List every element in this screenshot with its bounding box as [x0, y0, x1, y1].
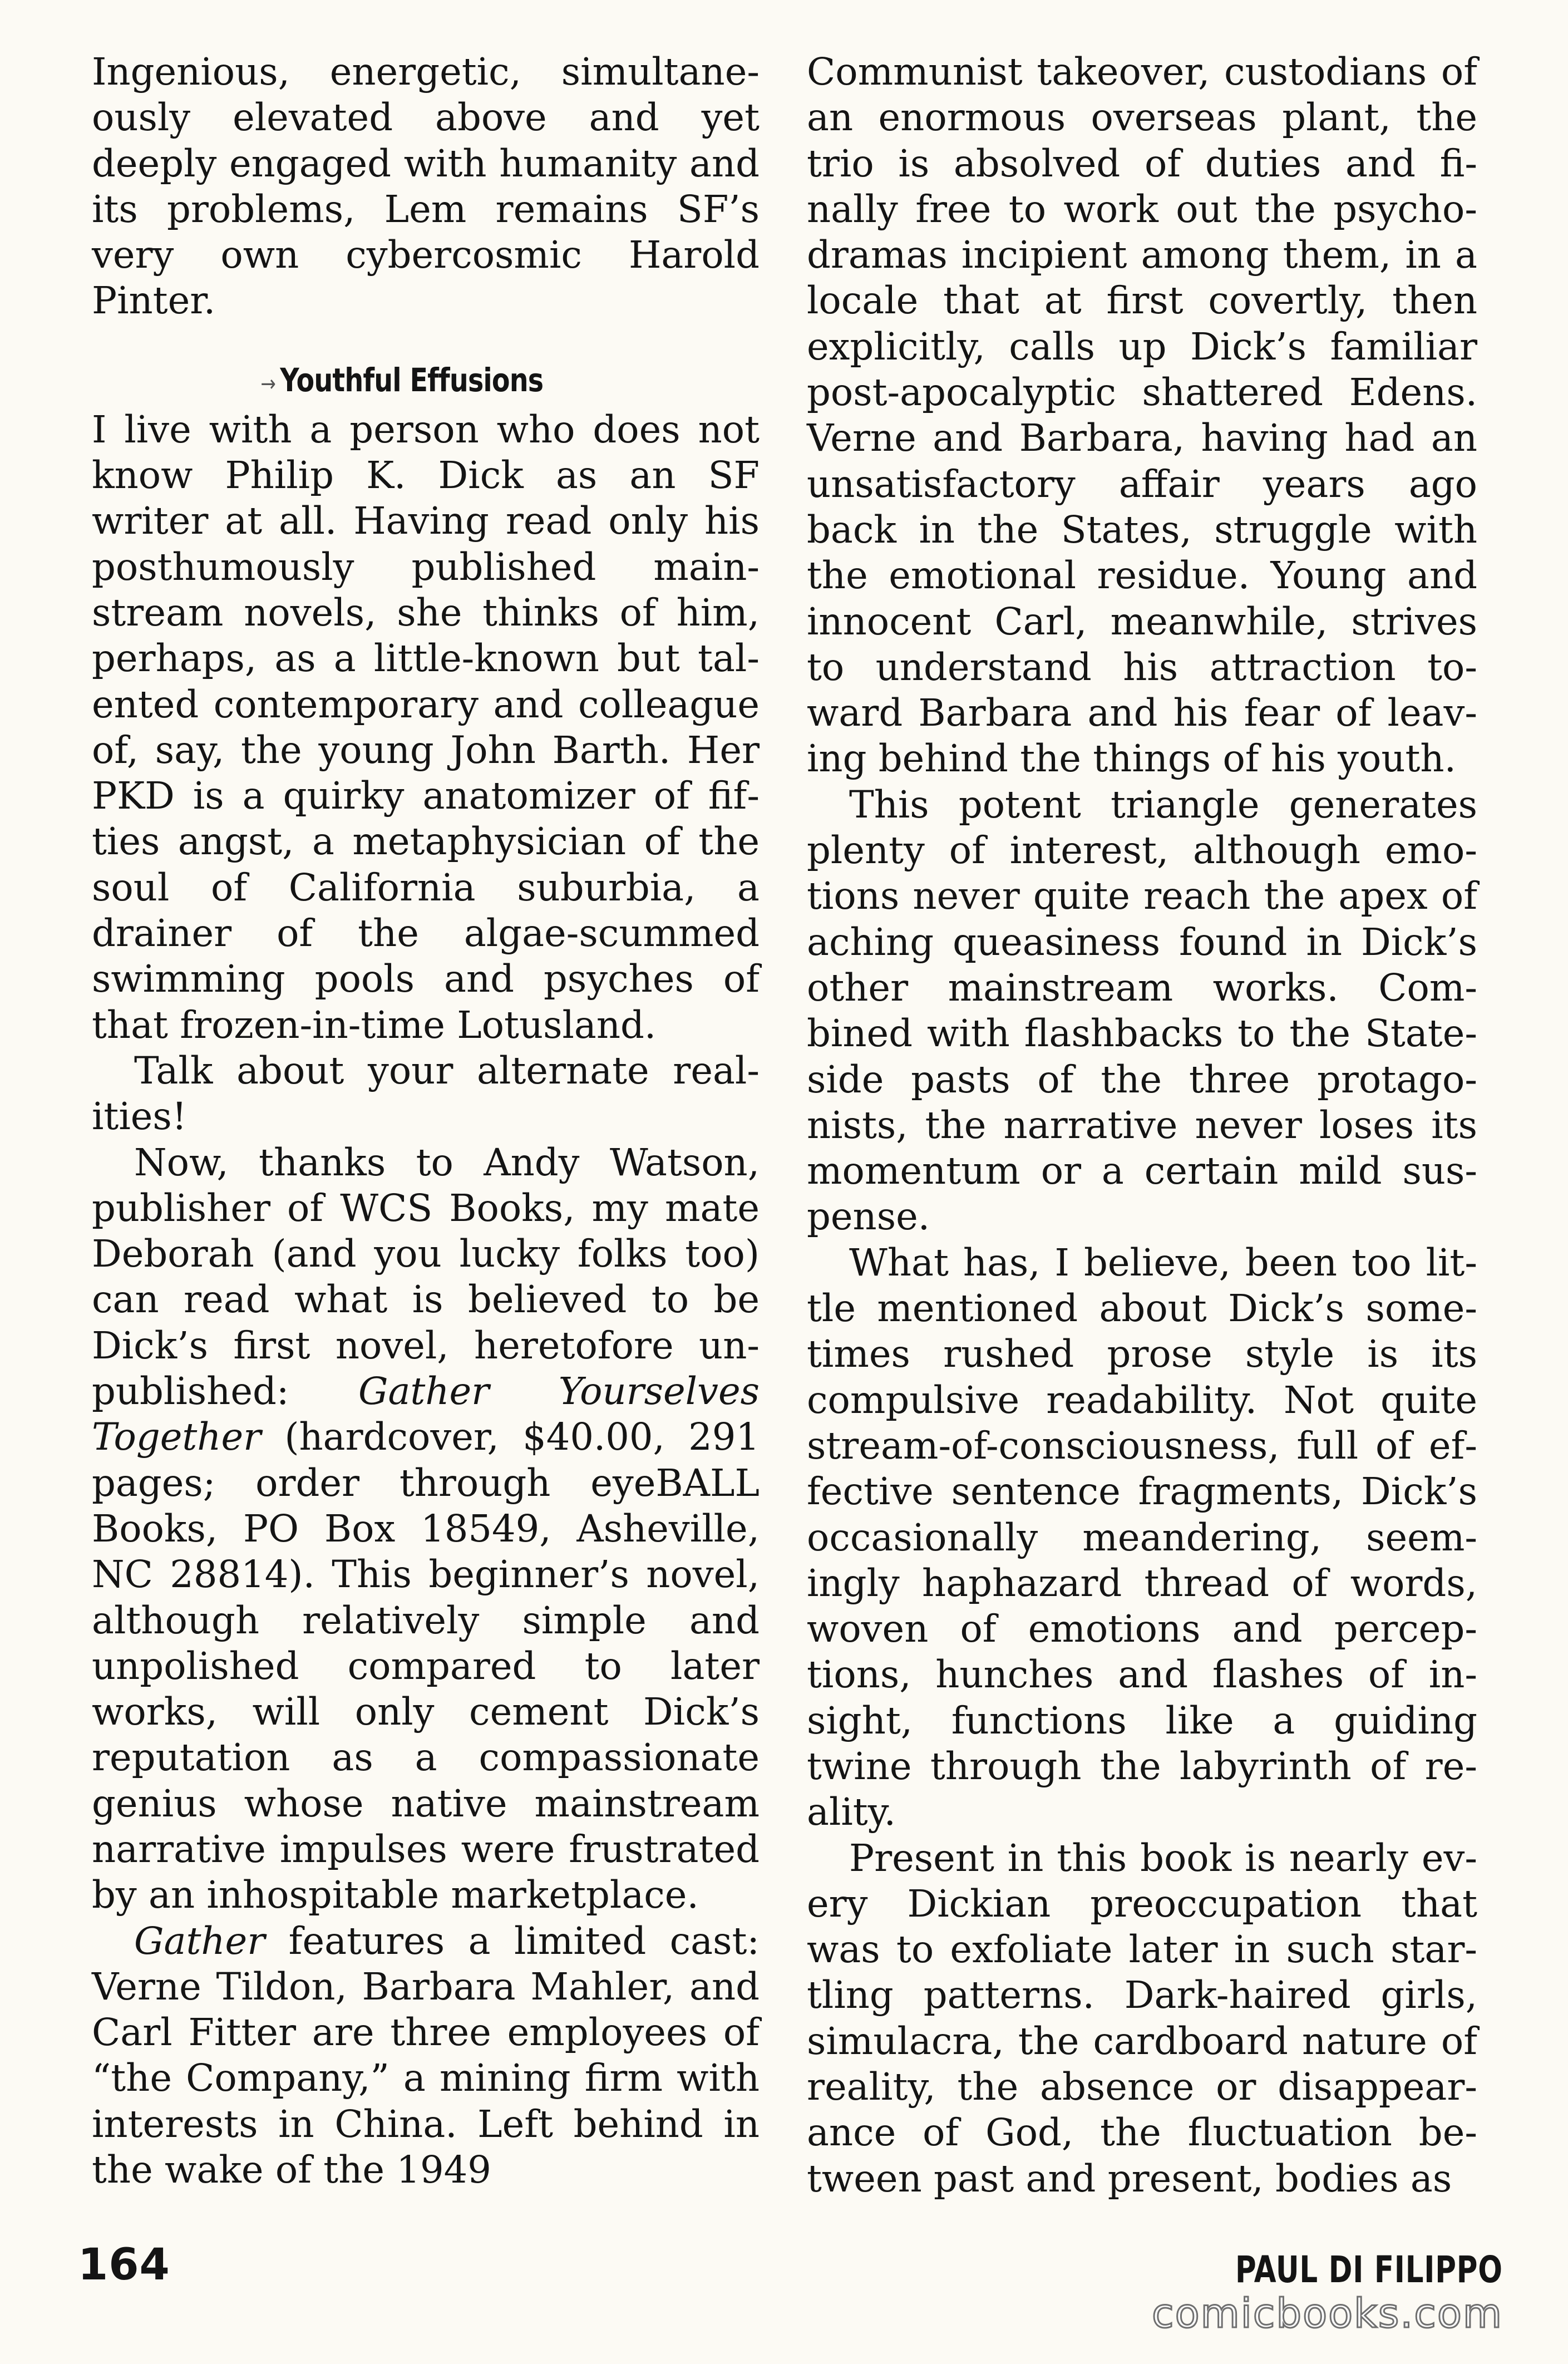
- left-paragraph-4: [92, 1140, 760, 1918]
- section-subhead: [92, 357, 639, 407]
- watermark: comicbooks.com: [1152, 2290, 1503, 2337]
- p4-text-before: Now, thanks to Andy Watson, publisher of WCS Books, my mate Deborah (and you lucky folks too) can read what is believed to be Dick’s first novel, heretofore unpublished:: [92, 1140, 760, 1414]
- left-paragraph-5: [92, 1918, 760, 2193]
- right-column: [807, 49, 1477, 2202]
- right-paragraph-2: This potent triangle generates plenty of interest, although emotions never quite reach the apex of aching queasiness found in Dick’s other mainstream works. Combined with flashbacks to the Stateside pasts of the three protagonists, the narrative never loses its momentum or a certain mild suspense.: [807, 782, 1477, 1239]
- book-title-short: Gather: [134, 1919, 265, 1963]
- page-number: 164: [78, 2240, 170, 2290]
- p4-text-after: (hardcover, $40.00, 291 pages; order through eyeBALL Books, PO Box 18549, Asheville, NC 28814). This beginner’s novel, although relatively simple and unpolished compared to later works, will only cement Dick’s reputation as a compassionate genius whose native mainstream narrative impulses were frustrated by an inhospitable marketplace.: [92, 1415, 760, 1917]
- left-paragraph-3: Talk about your alternate realities!: [92, 1048, 760, 1139]
- left-paragraph-1: Ingenious, energetic, simultaneously elevated above and yet deeply engaged with humanity and its problems, Lem remains SF’s very own cybercosmic Harold Pinter.: [92, 50, 760, 323]
- subhead-mark-icon: →: [260, 371, 276, 397]
- left-paragraph-2: I live with a person who does not know Philip K. Dick as an SF writer at all. Having read only his posthumously published mainstream novels, she thinks of him, perhaps, as a little-known but talented contemporary and colleague of, say, the young John Barth. Her PKD is a quirky anatomizer of fifties angst, a metaphysician of the soul of California suburbia, a drainer of the algae-scummed swimming pools and psyches of that frozen-in-time Lotusland.: [92, 407, 760, 1047]
- subhead-text: Youthful Effusions: [280, 361, 544, 399]
- right-paragraph-3: What has, I believe, been too little mentioned about Dick’s sometimes rushed prose style is its compulsive readability. Not quite stream-of-consciousness, full of effective sentence fragments, Dick’s occasionally meandering, seemingly haphazard thread of words, woven of emotions and perceptions, hunches and flashes of insight, functions like a guiding twine through the labyrinth of reality.: [807, 1240, 1477, 1834]
- p5-text-after: features a limited cast: Verne Tildon, Barbara Mahler, and Carl Fitter are three employees of “the Company,” a mining firm with interests in China. Left behind in the wake of the 1949: [92, 1919, 760, 2192]
- right-paragraph-1: Communist takeover, custodians of an enormous overseas plant, the trio is absolved of duties and finally free to work out the psychodramas incipient among them, in a locale that at first covertly, then explicitly, calls up Dick’s familiar post-apocalyptic shattered Edens. Verne and Barbara, having had an unsatisfactory affair years ago back in the States, struggle with the emotional residue. Young and innocent Carl, meanwhile, strives to understand his attraction toward Barbara and his fear of leaving behind the things of his youth.: [807, 50, 1477, 781]
- book-title: Gather Yourselves Together: [92, 1370, 760, 1459]
- right-paragraph-4: Present in this book is nearly every Dickian preoccupation that was to exfoliate later in such startling patterns. Dark-haired girls, simulacra, the cardboard nature of reality, the absence or disappearance of God, the fluctuation between past and present, bodies as: [807, 1836, 1477, 2200]
- running-footer-author: PAUL DI FILIPPO: [1235, 2248, 1503, 2291]
- left-column: [92, 49, 760, 2193]
